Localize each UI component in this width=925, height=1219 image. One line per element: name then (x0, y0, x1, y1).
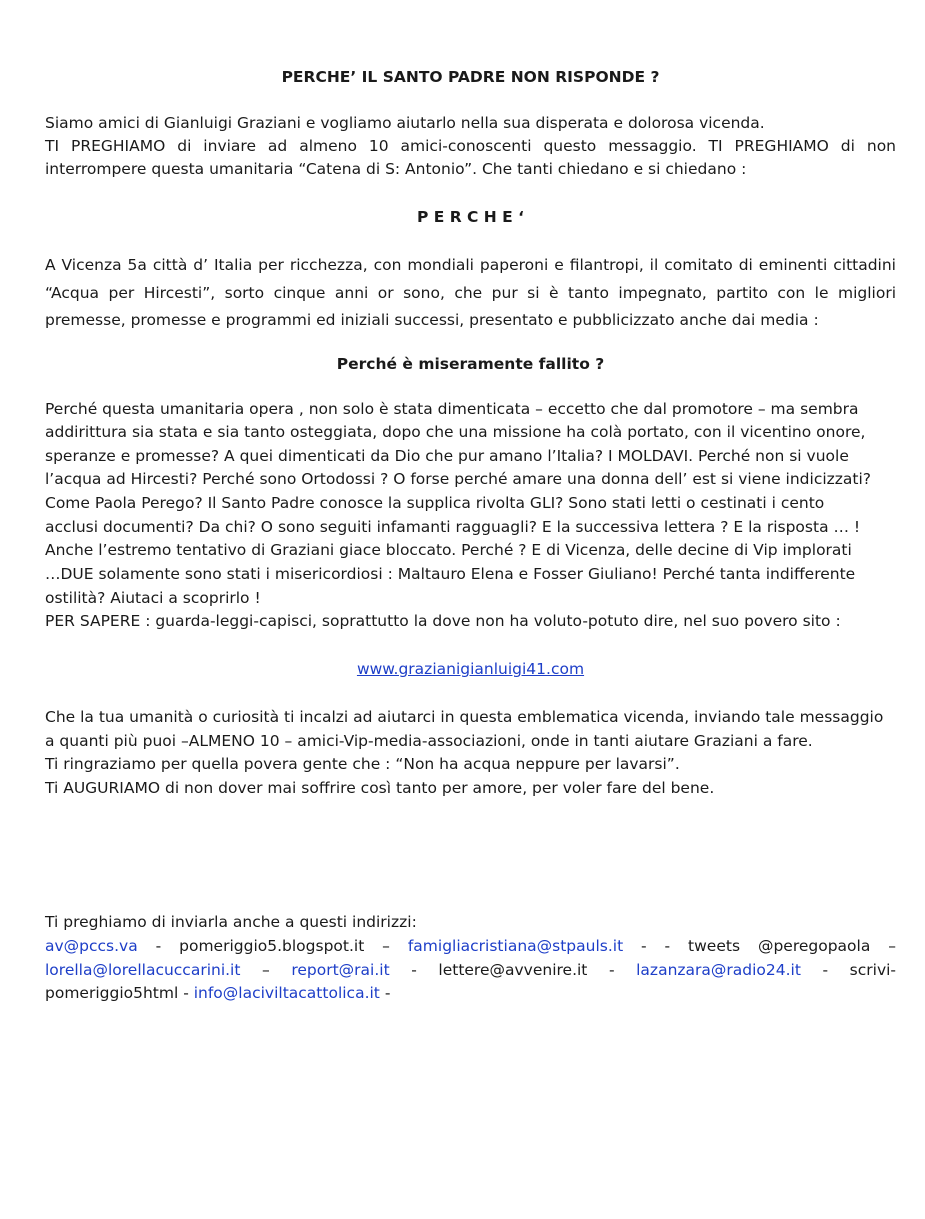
closing-line-2: a quanti più puoi –ALMENO 10 – amici-Vip-media-associazioni, onde in tanti aiutare Graziani a fare. (45, 732, 813, 750)
email-link-lorella[interactable]: lorella@lorellacuccarini.it (45, 961, 241, 979)
addresses-separator: - lettere@avvenire.it - (389, 961, 637, 979)
email-link-laciviltacattolica[interactable]: info@laciviltacattolica.it (193, 984, 380, 1002)
vicenza-line-1: A Vicenza 5a città d’ Italia per ricchezza, con mondiali paperoni e filantropi, il comitato di eminenti cittadini (45, 256, 896, 274)
body-line-10: PER SAPERE : guarda-leggi-capisci, soprattutto la dove non ha voluto-potuto dire, nel suo povero sito : (45, 612, 841, 630)
addresses-separator: - scrivi- (800, 961, 897, 979)
closing-line-3: Ti ringraziamo per quella povera gente che : “Non ha acqua neppure per lavarsi”. (45, 755, 680, 773)
addresses-separator: - (379, 984, 391, 1002)
closing-line-4: Ti AUGURIAMO di non dover mai soffrire così tanto per amore, per voler fare del bene. (45, 779, 715, 797)
heading-perche: P E R C H E ‘ (416, 208, 525, 226)
body-line-6: acclusi documenti? Da chi? O sono seguiti infamanti ragguagli? E la successiva lettera ? E la risposta … ! (45, 518, 861, 536)
intro-line-1: Siamo amici di Gianluigi Graziani e vogliamo aiutarlo nella sua disperata e dolorosa vicenda. (45, 114, 765, 132)
closing-line-1: Che la tua umanità o curiosità ti incalzi ad aiutarci in questa emblematica vicenda, inviando tale messaggio (45, 708, 884, 726)
addresses-separator: - - tweets @peregopaola – (623, 937, 896, 955)
vicenza-line-2: “Acqua per Hircesti”, sorto cinque anni or sono, che pur si è tanto impegnato, partito con le migliori (45, 284, 896, 302)
vicenza-line-3: premesse, promesse e programmi ed iniziali successi, presentato e pubblicizzato anche dai media : (45, 311, 819, 329)
website-line (45, 659, 896, 679)
email-link-famigliacristiana[interactable]: famigliacristiana@stpauls.it (407, 937, 624, 955)
body-line-2: addirittura sia stata e sia tanto osteggiata, dopo che una missione ha colà portato, con il vicentino onore, (45, 423, 866, 441)
email-link-report[interactable]: report@rai.it (291, 961, 390, 979)
body-line-9: ostilità? Aiutaci a scoprirlo ! (45, 589, 261, 607)
addresses-line-2 (45, 960, 896, 980)
email-link-lazanzara[interactable]: lazanzara@radio24.it (636, 961, 801, 979)
body-line-7: Anche l’estremo tentativo di Graziani giace bloccato. Perché ? E di Vicenza, delle decine di Vip implorati (45, 541, 852, 559)
addresses-intro: Ti preghiamo di inviarla anche a questi indirizzi: (45, 913, 417, 931)
intro-line-2: TI PREGHIAMO di inviare ad almeno 10 amici-conoscenti questo messaggio. TI PREGHIAMO di non (45, 137, 896, 155)
addresses-separator: – (240, 961, 292, 979)
body-line-4: l’acqua ad Hircesti? Perché sono Ortodossi ? O forse perché amare una donna dell’ est si viene indicizzati? (45, 470, 872, 488)
heading-fallito: Perché è miseramente fallito ? (336, 355, 605, 373)
body-line-1: Perché questa umanitaria opera , non solo è stata dimenticata – eccetto che dal promotore – ma sembra (45, 400, 859, 418)
addresses-line-3 (45, 983, 896, 1003)
body-line-8: …DUE solamente sono stati i misericordiosi : Maltauro Elena e Fosser Giuliano! Perché tanta indifferente (45, 565, 856, 583)
intro-line-3: interrompere questa umanitaria “Catena di S: Antonio”. Che tanti chiedano e si chiedano : (45, 160, 747, 178)
addresses-separator: - pomeriggio5.blogspot.it – (137, 937, 408, 955)
addresses-text: pomeriggio5html - (45, 984, 194, 1002)
document-title: PERCHE’ IL SANTO PADRE NON RISPONDE ? (281, 68, 660, 86)
addresses-line-1 (45, 936, 896, 956)
body-line-5: Come Paola Perego? Il Santo Padre conosce la supplica rivolta GLI? Sono stati letti o cestinati i cento (45, 494, 825, 512)
website-link[interactable]: www.grazianigianluigi41.com (356, 660, 585, 678)
email-link-av[interactable]: av@pccs.va (45, 937, 138, 955)
body-line-3: speranze e promesse? A quei dimenticati da Dio che pur amano l’Italia? I MOLDAVI. Perché non si vuole (45, 447, 849, 465)
